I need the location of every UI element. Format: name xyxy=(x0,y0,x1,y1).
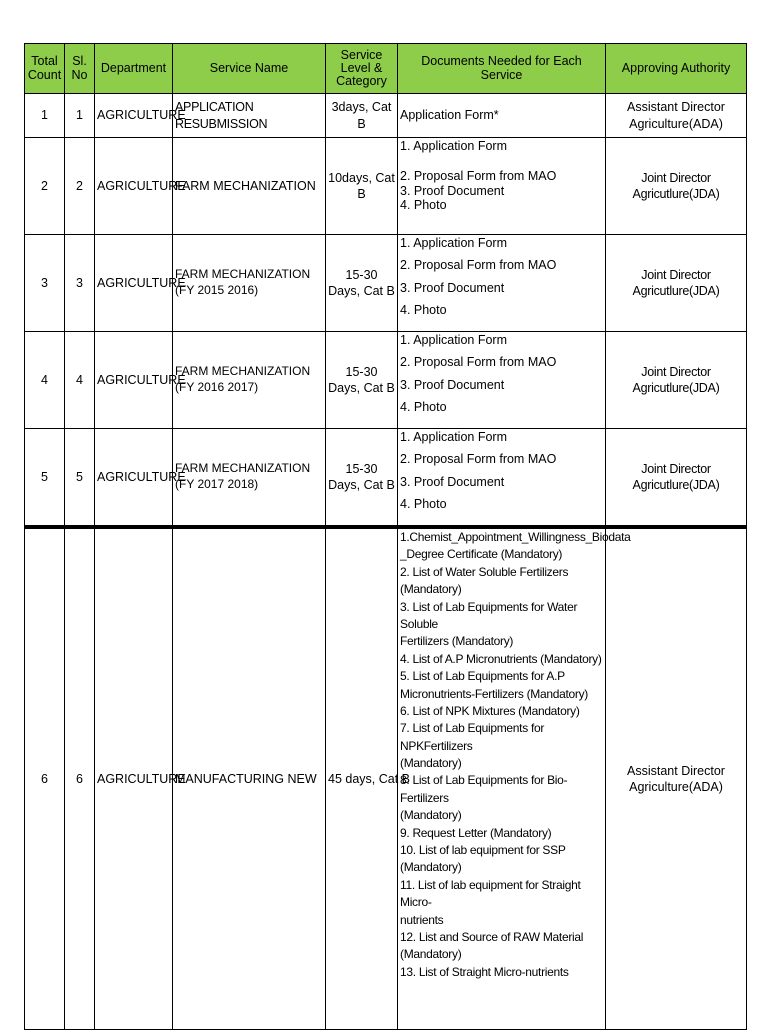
document-item: 12. List and Source of RAW Material xyxy=(400,929,584,944)
document-item: 1. Application Form xyxy=(400,139,507,153)
header-documents: Documents Needed for Each Service xyxy=(398,44,606,94)
document-item: (Mandatory) xyxy=(400,756,462,771)
department-cell: AGRICULTURE xyxy=(95,332,173,429)
department-cell: AGRICULTURE xyxy=(95,527,173,1030)
document-item: 1. Application Form xyxy=(400,236,507,250)
document-item: 4. Photo xyxy=(400,496,447,511)
authority-line: Assistant Director xyxy=(627,100,725,115)
document-item: 3. Proof Document xyxy=(400,280,505,295)
table-row xyxy=(25,429,747,528)
document-item: 4. Photo xyxy=(400,302,447,317)
approving-authority-cell xyxy=(606,235,747,332)
service-level-cell: 10days, Cat B xyxy=(326,138,398,235)
document-item: 10. List of lab equipment for SSP (Mandatory) xyxy=(400,843,566,875)
document-item: 4. Photo xyxy=(400,198,447,212)
document-item: 11. List of lab equipment for Straight Micro- xyxy=(400,877,581,910)
sl-no-cell: 3 xyxy=(65,235,95,332)
department-cell: AGRICULTURE xyxy=(95,429,173,528)
document-item: (Mandatory) xyxy=(400,947,462,962)
document-item: 9. Request Letter (Mandatory) xyxy=(400,825,552,840)
document-item: _Degree Certificate (Mandatory) xyxy=(400,547,563,562)
header-service-name: Service Name xyxy=(173,44,326,94)
table-header xyxy=(25,44,747,94)
total-count-cell: 1 xyxy=(25,94,65,138)
approving-authority-cell xyxy=(606,527,747,1030)
total-count-cell: 4 xyxy=(25,332,65,429)
document-item: 6. List of NPK Mixtures (Mandatory) xyxy=(400,703,580,718)
sl-no-cell: 2 xyxy=(65,138,95,235)
sl-no-cell: 6 xyxy=(65,527,95,1030)
document-item: 5. List of Lab Equipments for A.P xyxy=(400,669,565,684)
document-item: 2. Proposal Form from MAO xyxy=(400,169,557,184)
total-count-cell: 2 xyxy=(25,138,65,235)
document-item: 3. Proof Document xyxy=(400,377,505,392)
document-item: 4. List of A.P Micronutrients (Mandatory) xyxy=(400,651,602,666)
table-row xyxy=(25,332,747,429)
department-cell: AGRICULTURE xyxy=(95,235,173,332)
document-item: 7. List of Lab Equipments for NPKFertilizers xyxy=(400,721,545,753)
documents-cell xyxy=(398,94,606,138)
authority-line: Assistant Director xyxy=(627,763,725,778)
authority-line: Agriculture(ADA) xyxy=(629,116,723,131)
department-cell: AGRICULTURE xyxy=(95,94,173,138)
document-item: 4. Photo xyxy=(400,399,447,414)
document-item: 2. Proposal Form from MAO xyxy=(400,258,557,273)
table-row xyxy=(25,94,747,138)
documents-cell xyxy=(398,332,606,429)
service-level-cell: 3days, Cat B xyxy=(326,94,398,138)
header-total-count: Total Count xyxy=(25,44,65,94)
sl-no-cell: 5 xyxy=(65,429,95,528)
document-item: Application Form* xyxy=(400,108,499,123)
approving-authority-cell xyxy=(606,429,747,528)
document-item: 13. List of Straight Micro-nutrients xyxy=(400,964,569,979)
approving-authority-cell xyxy=(606,94,747,138)
documents-cell xyxy=(398,429,606,528)
document-item: Fertilizers (Mandatory) xyxy=(400,634,514,649)
service-name-cell: APPLICATION RESUBMISSION xyxy=(173,94,326,138)
service-name-cell: FARM MECHANIZATION (FY 2017 2018) xyxy=(173,429,326,528)
service-name-cell: FARM MECHANIZATION (FY 2016 2017) xyxy=(173,332,326,429)
service-name-cell: FARM MECHANIZATION xyxy=(173,138,326,235)
document-item: 1. Application Form xyxy=(400,333,507,347)
document-item: 1.Chemist_Appointment_Willingness_Biodata xyxy=(400,530,631,544)
service-level-cell: 15-30 Days, Cat B xyxy=(326,332,398,429)
document-item: 3. Proof Document xyxy=(400,474,505,489)
service-name-cell: FARM MECHANIZATION (FY 2015 2016) xyxy=(173,235,326,332)
header-sl-no: Sl. No xyxy=(65,44,95,94)
sl-no-cell: 4 xyxy=(65,332,95,429)
service-name-cell: MANUFACTURING NEW xyxy=(173,527,326,1030)
documents-cell xyxy=(398,527,631,1030)
table-row xyxy=(25,138,747,235)
document-item: (Mandatory) xyxy=(400,808,462,823)
table-body xyxy=(25,94,747,1030)
approving-authority-cell xyxy=(606,332,747,429)
service-level-cell: 15-30 Days, Cat B xyxy=(326,429,398,528)
document-item: Micronutrients-Fertilizers (Mandatory) xyxy=(400,686,588,701)
documents-cell xyxy=(398,138,606,235)
document-item: 3. Proof Document xyxy=(400,183,505,198)
authority-line: Joint Director Agricutlure(JDA) xyxy=(632,170,720,201)
authority-line: Agriculture(ADA) xyxy=(629,780,723,794)
authority-line: Joint Director Agricutlure(JDA) xyxy=(632,364,720,395)
header-row xyxy=(25,44,747,94)
table-row xyxy=(25,527,747,1030)
total-count-cell: 6 xyxy=(25,527,65,1030)
authority-line: Joint Director Agricutlure(JDA) xyxy=(632,267,720,298)
services-sheet xyxy=(24,43,746,1030)
table-row xyxy=(25,235,747,332)
header-department: Department xyxy=(95,44,173,94)
total-count-cell: 5 xyxy=(25,429,65,528)
header-approving-authority: Approving Authority xyxy=(606,44,747,94)
document-item: 2. List of Water Soluble Fertilizers (Mandatory) xyxy=(400,564,569,597)
service-level-cell: 45 days, Cat B xyxy=(326,527,398,1030)
document-item: 1. Application Form xyxy=(400,430,507,444)
department-cell: AGRICULTURE xyxy=(95,138,173,235)
document-item: 3. List of Lab Equipments for Water Soluble xyxy=(400,599,578,631)
document-item: 2. Proposal Form from MAO xyxy=(400,452,557,467)
document-item: nutrients xyxy=(400,912,444,927)
authority-line: Joint Director Agricutlure(JDA) xyxy=(632,461,720,492)
service-level-cell: 15-30 Days, Cat B xyxy=(326,235,398,332)
document-item: 2. Proposal Form from MAO xyxy=(400,355,557,370)
header-service-level: Service Level & Category xyxy=(326,44,398,94)
total-count-cell: 3 xyxy=(25,235,65,332)
documents-cell xyxy=(398,235,606,332)
document-item: 8. List of Lab Equipments for Bio-Fertilizers xyxy=(400,773,568,805)
sl-no-cell: 1 xyxy=(65,94,95,138)
services-table xyxy=(24,43,747,1030)
approving-authority-cell xyxy=(606,138,747,235)
